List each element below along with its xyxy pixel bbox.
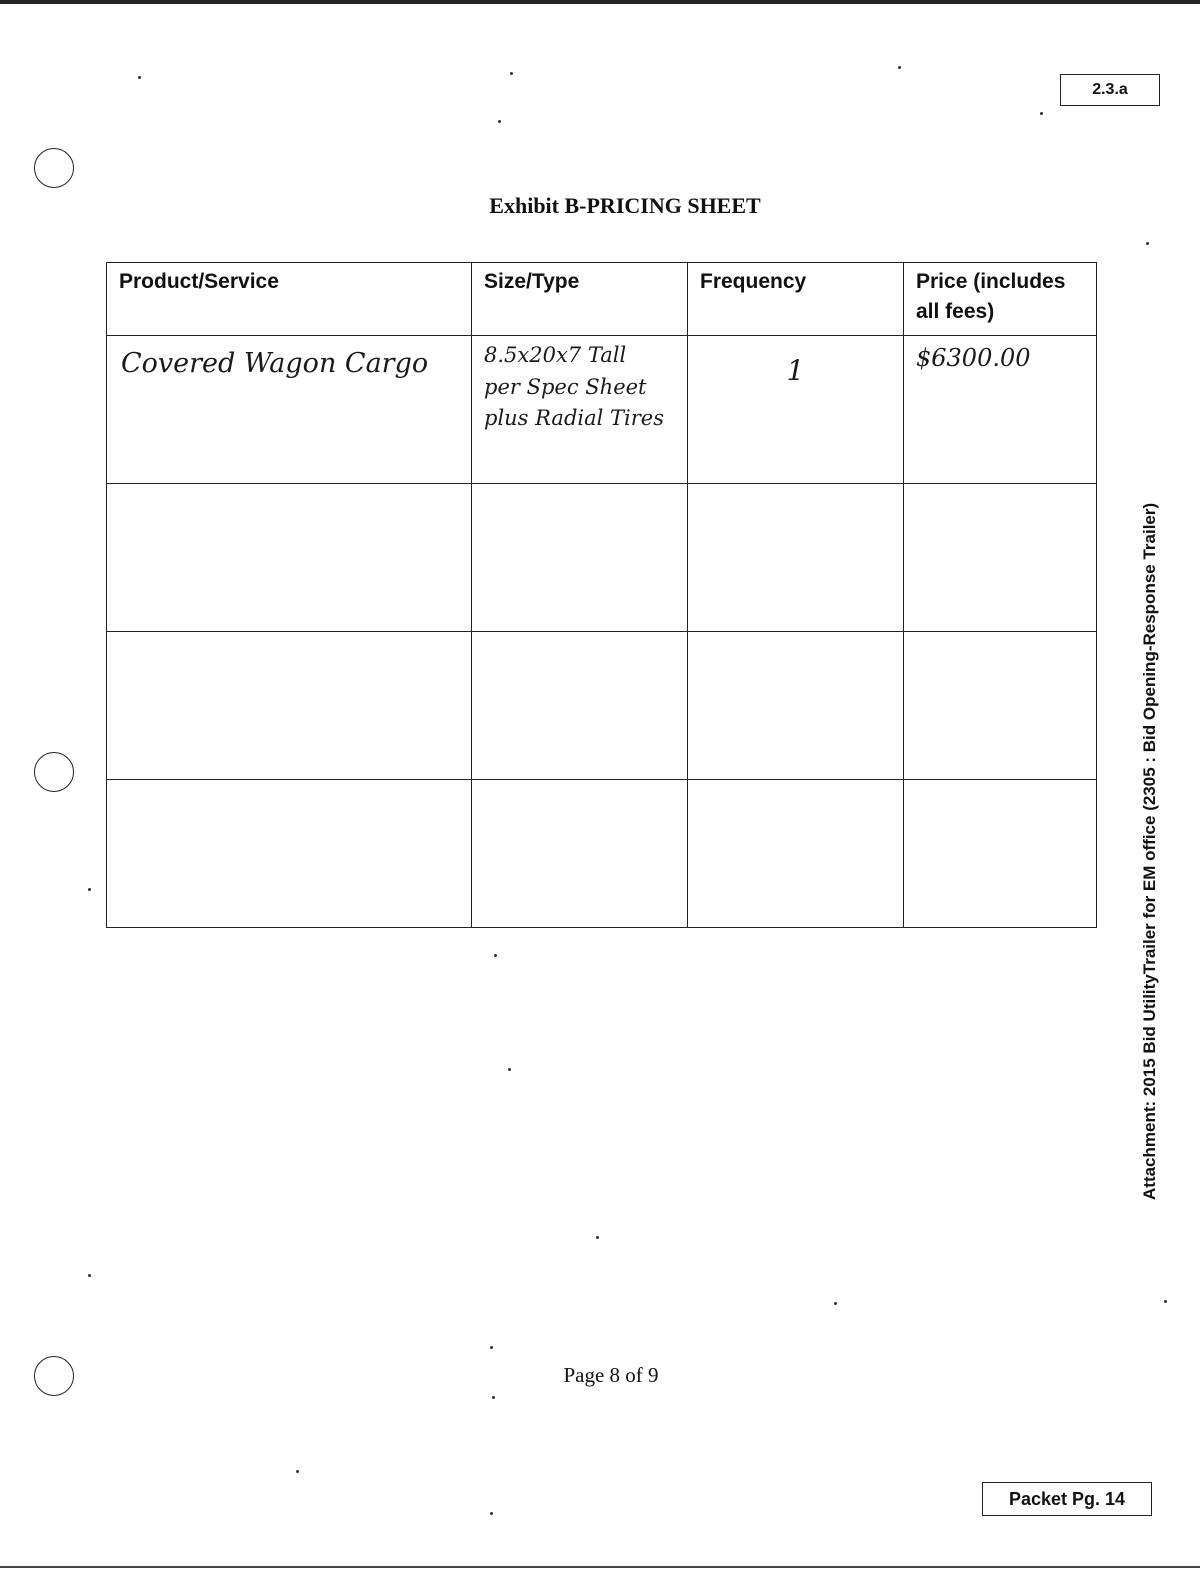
table-row [107,780,1097,928]
product-cell [107,336,472,484]
top-border-line [0,0,1200,4]
binder-hole-middle [34,752,74,792]
scan-speck [508,1068,511,1071]
pricing-table [106,262,1097,928]
reference-label: 2.3.a [1060,74,1160,106]
scan-speck [494,954,497,957]
scan-speck [834,1302,837,1305]
bottom-border-line [0,1566,1200,1568]
page-title: Exhibit B-PRICING SHEET [489,193,761,218]
frequency-value: 1 [786,354,805,387]
price-cell [904,336,1097,484]
size-type-line: plus Radial Tires [484,406,664,430]
frequency-cell [688,632,904,780]
scan-speck [138,76,141,79]
scan-speck [490,1346,493,1349]
frequency-cell [688,484,904,632]
page-number: Page 8 of 9 [563,1363,659,1387]
scan-speck [510,72,513,75]
scan-speck [88,1274,91,1277]
scan-speck [296,1470,299,1473]
scan-speck [492,1396,495,1399]
scan-speck [88,888,91,891]
product-value: Covered Wagon Cargo [121,348,429,379]
size-type-line: 8.5x20x7 Tall [484,343,627,367]
header-size-type: Size/Type [472,263,688,336]
scan-speck [898,66,901,69]
header-product-service: Product/Service [107,263,472,336]
scan-speck [1146,242,1149,245]
size-type-cell [472,484,688,632]
table-header-row [107,263,1097,336]
table-row [107,632,1097,780]
frequency-cell [688,780,904,928]
price-cell [904,484,1097,632]
table-row [107,336,1097,484]
scan-speck [490,1512,493,1515]
table-row [107,484,1097,632]
scan-speck [498,120,501,123]
header-frequency: Frequency [688,263,904,336]
product-cell [107,780,472,928]
price-cell [904,780,1097,928]
size-type-cell [472,780,688,928]
scan-speck [1164,1300,1167,1303]
product-cell [107,484,472,632]
header-price: Price (includes all fees) [904,263,1097,336]
scan-speck [596,1236,599,1239]
price-cell [904,632,1097,780]
scan-speck [1040,112,1043,115]
size-type-line: per Spec Sheet [484,374,647,399]
frequency-cell [688,336,904,484]
attachment-side-text: Attachment: 2015 Bid UtilityTrailer for EM office (2305 : Bid Opening-Response Trailer) [1140,502,1159,1200]
size-type-cell [472,632,688,780]
binder-hole-top [34,148,74,188]
size-type-cell [472,336,688,484]
price-value: $6300.00 [916,344,1031,372]
product-cell [107,632,472,780]
packet-page-label: Packet Pg. 14 [982,1482,1152,1516]
